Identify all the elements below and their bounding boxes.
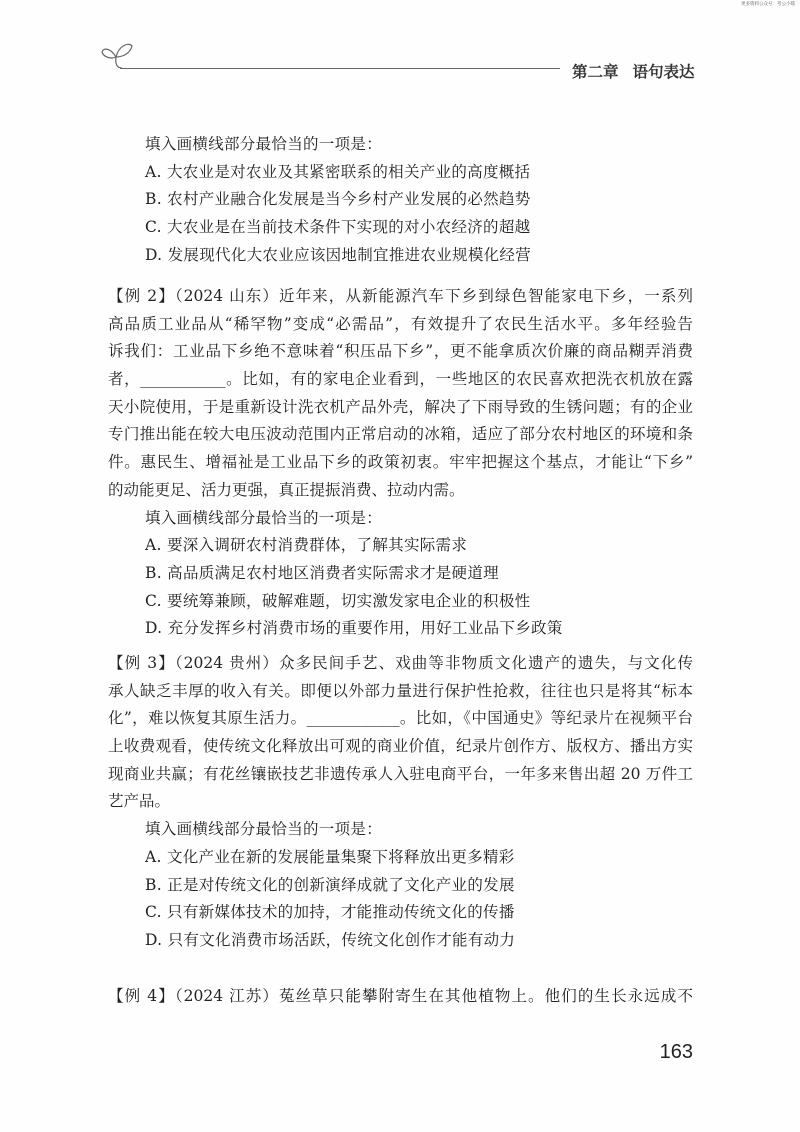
paragraph-line: 化”，难以恢复其原生活力。____________。比如，《中国通史》等纪录片在视频平台	[108, 709, 693, 728]
chapter-number: 第二章	[572, 63, 619, 81]
option-c: C. 只有新媒体技术的加持，才能推动传统文化的传播	[145, 903, 515, 922]
watermark-text: 更多资料公众号：考公小喵	[741, 2, 795, 7]
option-b: B. 正是对传统文化的创新演绎成就了文化产业的发展	[145, 875, 515, 894]
option-c: C. 大农业是在当前技术条件下实现的对小农经济的超越	[145, 218, 531, 237]
option-b: B. 高品质满足农村地区消费者实际需求才是硬道理	[145, 563, 499, 582]
paragraph-line: 【例 3】（2024 贵州）众多民间手艺、戏曲等非物质文化遗产的遗失，与文化传	[108, 654, 693, 672]
paragraph-line: 承人缺乏丰厚的收入有关。即便以外部力量进行保护性抢救，往往也只是将其“标本	[108, 681, 693, 700]
chapter-title: 语句表达	[632, 63, 695, 81]
paragraph-line: 现商业共赢；有花丝镶嵌技艺非遗传承人入驻电商平台，一年多来售出超 20 万件工	[108, 764, 693, 783]
paragraph-line: 件。惠民生、增福祉是工业品下乡的政策初衷。牢牢把握这个基点，才能让“下乡”	[108, 453, 693, 472]
option-a: A. 文化产业在新的发展能量集聚下将释放出更多精彩	[145, 847, 515, 866]
page-number: 163	[659, 1041, 693, 1063]
question-prompt: 填入画横线部分最恰当的一项是：	[145, 820, 383, 839]
paragraph-line: 的动能更足、活力更强，真正提振消费、拉动内需。	[108, 480, 465, 499]
option-b: B. 农村产业融合化发展是当今乡村产业发展的必然趋势	[145, 190, 531, 209]
option-d: D. 只有文化消费市场活跃，传统文化创作才能有动力	[145, 930, 516, 949]
option-a: A. 大农业是对农业及其紧密联系的相关产业的高度概括	[145, 162, 531, 181]
chapter-header	[572, 62, 695, 82]
paragraph-line: 天小院使用，于是重新设计洗衣机产品外壳，解决了下雨导致的生锈问题；有的企业	[108, 397, 693, 416]
example-3-block	[108, 650, 693, 955]
question-prompt: 填入画横线部分最恰当的一项是：	[145, 135, 383, 153]
paragraph-line: 者，___________。比如，有的家电企业看到，一些地区的农民喜欢把洗衣机放在露	[108, 370, 693, 389]
example-1-options-block	[108, 131, 693, 269]
paragraph-line: 专门推出能在较大电压波动范围内正常启动的冰箱，适应了部分农村地区的环境和条	[108, 425, 693, 444]
paragraph-line: 艺产品。	[108, 792, 171, 811]
option-d: D. 充分发挥乡村消费市场的重要作用，用好工业品下乡政策	[145, 619, 563, 638]
paragraph-line: 诉我们：工业品下乡绝不意味着“积压品下乡”，更不能拿质次价廉的商品糊弄消费	[108, 342, 693, 361]
option-c: C. 要统筹兼顾，破解难题，切实激发家电企业的积极性	[145, 591, 531, 610]
paragraph-line: 【例 4】（2024 江苏）菟丝草只能攀附寄生在其他植物上。他们的生长永远成不	[108, 987, 693, 1005]
header-rule	[120, 68, 560, 69]
paragraph-line: 高品质工业品从“稀罕物”变成“必需品”，有效提升了农民生活水平。多年经验告	[108, 314, 693, 333]
question-prompt: 填入画横线部分最恰当的一项是：	[145, 508, 383, 527]
example-4-block	[108, 983, 693, 1011]
paragraph-line: 上收费观看，使传统文化释放出可观的商业价值，纪录片创作方、版权方、播出方实	[108, 737, 693, 756]
option-a: A. 要深入调研农村消费群体，了解其实际需求	[145, 536, 468, 555]
example-2-block	[108, 283, 693, 643]
sprout-icon	[100, 38, 134, 72]
paragraph-line: 【例 2】（2024 山东）近年来，从新能源汽车下乡到绿色智能家电下乡，一系列	[108, 287, 693, 305]
option-d: D. 发展现代化大农业应该因地制宜推进农业规模化经营	[145, 245, 532, 264]
